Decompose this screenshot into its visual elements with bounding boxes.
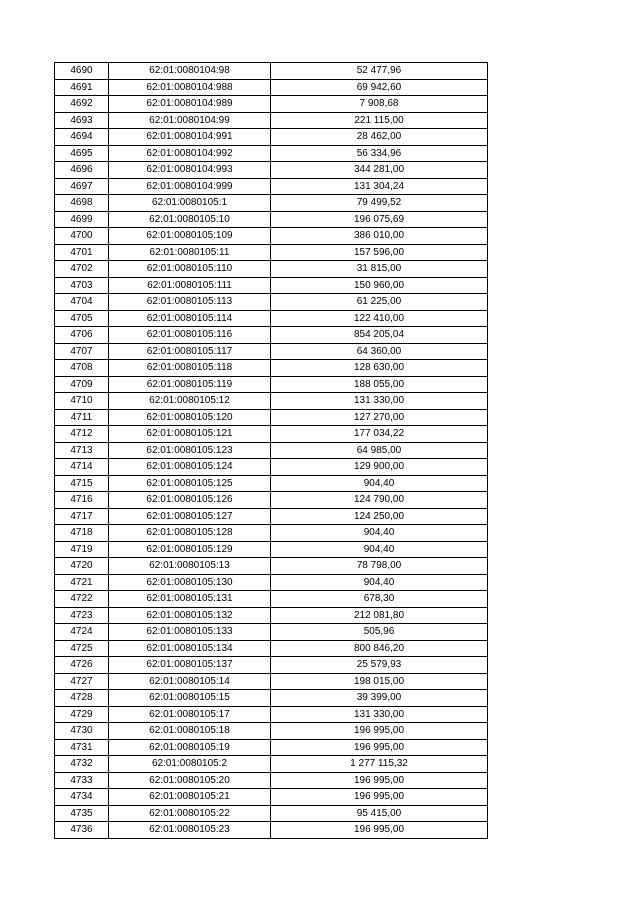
value-cell: 124 790,00 (271, 492, 488, 509)
table-row (55, 409, 488, 426)
row-number-cell: 4736 (55, 822, 109, 839)
value-cell: 25 579,93 (271, 657, 488, 674)
table-row (55, 96, 488, 113)
cadastral-number-cell: 62:01:0080105:109 (109, 228, 271, 245)
row-number-cell: 4720 (55, 558, 109, 575)
cadastral-number-cell: 62:01:0080105:13 (109, 558, 271, 575)
value-cell: 678,30 (271, 591, 488, 608)
value-cell: 28 462,00 (271, 129, 488, 146)
row-number-cell: 4717 (55, 508, 109, 525)
cadastral-number-cell: 62:01:0080105:117 (109, 343, 271, 360)
row-number-cell: 4723 (55, 607, 109, 624)
table-row (55, 63, 488, 80)
row-number-cell: 4730 (55, 723, 109, 740)
value-cell: 150 960,00 (271, 277, 488, 294)
table-row (55, 145, 488, 162)
cadastral-number-cell: 62:01:0080105:121 (109, 426, 271, 443)
cadastral-number-cell: 62:01:0080105:129 (109, 541, 271, 558)
value-cell: 188 055,00 (271, 376, 488, 393)
row-number-cell: 4703 (55, 277, 109, 294)
cadastral-number-cell: 62:01:0080104:98 (109, 63, 271, 80)
cadastral-value-table (54, 62, 488, 839)
row-number-cell: 4713 (55, 442, 109, 459)
row-number-cell: 4724 (55, 624, 109, 641)
table-row (55, 310, 488, 327)
cadastral-number-cell: 62:01:0080105:118 (109, 360, 271, 377)
value-cell: 196 995,00 (271, 789, 488, 806)
value-cell: 386 010,00 (271, 228, 488, 245)
value-cell: 196 995,00 (271, 772, 488, 789)
value-cell: 61 225,00 (271, 294, 488, 311)
value-cell: 196 995,00 (271, 739, 488, 756)
table-row (55, 343, 488, 360)
cadastral-number-cell: 62:01:0080104:991 (109, 129, 271, 146)
table-row (55, 508, 488, 525)
cadastral-number-cell: 62:01:0080105:128 (109, 525, 271, 542)
row-number-cell: 4693 (55, 112, 109, 129)
cadastral-number-cell: 62:01:0080105:12 (109, 393, 271, 410)
cadastral-number-cell: 62:01:0080105:19 (109, 739, 271, 756)
cadastral-number-cell: 62:01:0080105:11 (109, 244, 271, 261)
row-number-cell: 4727 (55, 673, 109, 690)
cadastral-number-cell: 62:01:0080105:110 (109, 261, 271, 278)
table-row (55, 79, 488, 96)
cadastral-number-cell: 62:01:0080105:23 (109, 822, 271, 839)
value-cell: 7 908,68 (271, 96, 488, 113)
value-cell: 212 081,80 (271, 607, 488, 624)
cadastral-number-cell: 62:01:0080105:124 (109, 459, 271, 476)
value-cell: 344 281,00 (271, 162, 488, 179)
row-number-cell: 4692 (55, 96, 109, 113)
cadastral-number-cell: 62:01:0080105:17 (109, 706, 271, 723)
row-number-cell: 4697 (55, 178, 109, 195)
cadastral-number-cell: 62:01:0080105:134 (109, 640, 271, 657)
cadastral-number-cell: 62:01:0080104:999 (109, 178, 271, 195)
row-number-cell: 4707 (55, 343, 109, 360)
value-cell: 904,40 (271, 541, 488, 558)
table-row (55, 360, 488, 377)
table-row (55, 393, 488, 410)
row-number-cell: 4714 (55, 459, 109, 476)
value-cell: 157 596,00 (271, 244, 488, 261)
row-number-cell: 4732 (55, 756, 109, 773)
table-row (55, 591, 488, 608)
row-number-cell: 4699 (55, 211, 109, 228)
row-number-cell: 4694 (55, 129, 109, 146)
value-cell: 196 075,69 (271, 211, 488, 228)
table-row (55, 228, 488, 245)
row-number-cell: 4722 (55, 591, 109, 608)
cadastral-number-cell: 62:01:0080105:125 (109, 475, 271, 492)
table-row (55, 558, 488, 575)
cadastral-number-cell: 62:01:0080105:2 (109, 756, 271, 773)
value-cell: 124 250,00 (271, 508, 488, 525)
table-row (55, 475, 488, 492)
table-row (55, 756, 488, 773)
row-number-cell: 4716 (55, 492, 109, 509)
cadastral-number-cell: 62:01:0080105:130 (109, 574, 271, 591)
cadastral-number-cell: 62:01:0080105:20 (109, 772, 271, 789)
cadastral-number-cell: 62:01:0080105:1 (109, 195, 271, 212)
row-number-cell: 4734 (55, 789, 109, 806)
value-cell: 1 277 115,32 (271, 756, 488, 773)
cadastral-number-cell: 62:01:0080105:111 (109, 277, 271, 294)
cadastral-number-cell: 62:01:0080105:113 (109, 294, 271, 311)
table-row (55, 706, 488, 723)
row-number-cell: 4691 (55, 79, 109, 96)
value-cell: 64 360,00 (271, 343, 488, 360)
value-cell: 95 415,00 (271, 805, 488, 822)
table-row (55, 673, 488, 690)
row-number-cell: 4698 (55, 195, 109, 212)
row-number-cell: 4701 (55, 244, 109, 261)
row-number-cell: 4735 (55, 805, 109, 822)
row-number-cell: 4715 (55, 475, 109, 492)
value-cell: 78 798,00 (271, 558, 488, 575)
table-body (55, 63, 488, 839)
cadastral-number-cell: 62:01:0080105:22 (109, 805, 271, 822)
value-cell: 198 015,00 (271, 673, 488, 690)
row-number-cell: 4718 (55, 525, 109, 542)
table-row (55, 690, 488, 707)
row-number-cell: 4711 (55, 409, 109, 426)
cadastral-number-cell: 62:01:0080105:132 (109, 607, 271, 624)
table-row (55, 772, 488, 789)
table-row (55, 739, 488, 756)
cadastral-number-cell: 62:01:0080104:992 (109, 145, 271, 162)
table-row (55, 640, 488, 657)
table-row (55, 525, 488, 542)
row-number-cell: 4721 (55, 574, 109, 591)
table-row (55, 459, 488, 476)
table-row (55, 277, 488, 294)
table-row (55, 195, 488, 212)
row-number-cell: 4710 (55, 393, 109, 410)
row-number-cell: 4726 (55, 657, 109, 674)
table-row (55, 442, 488, 459)
value-cell: 131 330,00 (271, 706, 488, 723)
row-number-cell: 4728 (55, 690, 109, 707)
table-row (55, 805, 488, 822)
value-cell: 196 995,00 (271, 723, 488, 740)
table-row (55, 327, 488, 344)
cadastral-number-cell: 62:01:0080104:989 (109, 96, 271, 113)
row-number-cell: 4712 (55, 426, 109, 443)
value-cell: 904,40 (271, 574, 488, 591)
table-row (55, 723, 488, 740)
value-cell: 854 205,04 (271, 327, 488, 344)
table-row (55, 294, 488, 311)
table-row (55, 162, 488, 179)
value-cell: 64 985,00 (271, 442, 488, 459)
row-number-cell: 4733 (55, 772, 109, 789)
cadastral-number-cell: 62:01:0080105:127 (109, 508, 271, 525)
value-cell: 131 330,00 (271, 393, 488, 410)
value-cell: 505,96 (271, 624, 488, 641)
cadastral-number-cell: 62:01:0080105:123 (109, 442, 271, 459)
cadastral-number-cell: 62:01:0080104:988 (109, 79, 271, 96)
row-number-cell: 4704 (55, 294, 109, 311)
table-row (55, 624, 488, 641)
table-row (55, 657, 488, 674)
table-row (55, 541, 488, 558)
cadastral-number-cell: 62:01:0080105:126 (109, 492, 271, 509)
row-number-cell: 4706 (55, 327, 109, 344)
cadastral-number-cell: 62:01:0080105:116 (109, 327, 271, 344)
cadastral-number-cell: 62:01:0080105:137 (109, 657, 271, 674)
row-number-cell: 4708 (55, 360, 109, 377)
value-cell: 131 304,24 (271, 178, 488, 195)
cadastral-number-cell: 62:01:0080105:119 (109, 376, 271, 393)
cadastral-number-cell: 62:01:0080105:14 (109, 673, 271, 690)
cadastral-number-cell: 62:01:0080105:114 (109, 310, 271, 327)
table-row (55, 607, 488, 624)
table-row (55, 492, 488, 509)
value-cell: 127 270,00 (271, 409, 488, 426)
value-cell: 128 630,00 (271, 360, 488, 377)
value-cell: 904,40 (271, 525, 488, 542)
value-cell: 196 995,00 (271, 822, 488, 839)
table-row (55, 112, 488, 129)
row-number-cell: 4719 (55, 541, 109, 558)
table-row (55, 574, 488, 591)
value-cell: 79 499,52 (271, 195, 488, 212)
value-cell: 177 034,22 (271, 426, 488, 443)
value-cell: 56 334,96 (271, 145, 488, 162)
table-row (55, 426, 488, 443)
table-row (55, 244, 488, 261)
cadastral-number-cell: 62:01:0080104:993 (109, 162, 271, 179)
cadastral-number-cell: 62:01:0080105:18 (109, 723, 271, 740)
row-number-cell: 4725 (55, 640, 109, 657)
value-cell: 221 115,00 (271, 112, 488, 129)
value-cell: 69 942,60 (271, 79, 488, 96)
table-row (55, 376, 488, 393)
cadastral-number-cell: 62:01:0080105:120 (109, 409, 271, 426)
cadastral-number-cell: 62:01:0080105:15 (109, 690, 271, 707)
value-cell: 129 900,00 (271, 459, 488, 476)
table-row (55, 789, 488, 806)
row-number-cell: 4700 (55, 228, 109, 245)
cadastral-number-cell: 62:01:0080105:10 (109, 211, 271, 228)
row-number-cell: 4709 (55, 376, 109, 393)
cadastral-number-cell: 62:01:0080104:99 (109, 112, 271, 129)
table-row (55, 178, 488, 195)
row-number-cell: 4690 (55, 63, 109, 80)
table-row (55, 129, 488, 146)
table-row (55, 822, 488, 839)
table-row (55, 211, 488, 228)
value-cell: 800 846,20 (271, 640, 488, 657)
value-cell: 31 815,00 (271, 261, 488, 278)
value-cell: 904,40 (271, 475, 488, 492)
cadastral-number-cell: 62:01:0080105:21 (109, 789, 271, 806)
cadastral-number-cell: 62:01:0080105:131 (109, 591, 271, 608)
row-number-cell: 4702 (55, 261, 109, 278)
value-cell: 122 410,00 (271, 310, 488, 327)
table-row (55, 261, 488, 278)
row-number-cell: 4696 (55, 162, 109, 179)
row-number-cell: 4705 (55, 310, 109, 327)
row-number-cell: 4729 (55, 706, 109, 723)
value-cell: 39 399,00 (271, 690, 488, 707)
cadastral-number-cell: 62:01:0080105:133 (109, 624, 271, 641)
value-cell: 52 477,96 (271, 63, 488, 80)
row-number-cell: 4695 (55, 145, 109, 162)
row-number-cell: 4731 (55, 739, 109, 756)
